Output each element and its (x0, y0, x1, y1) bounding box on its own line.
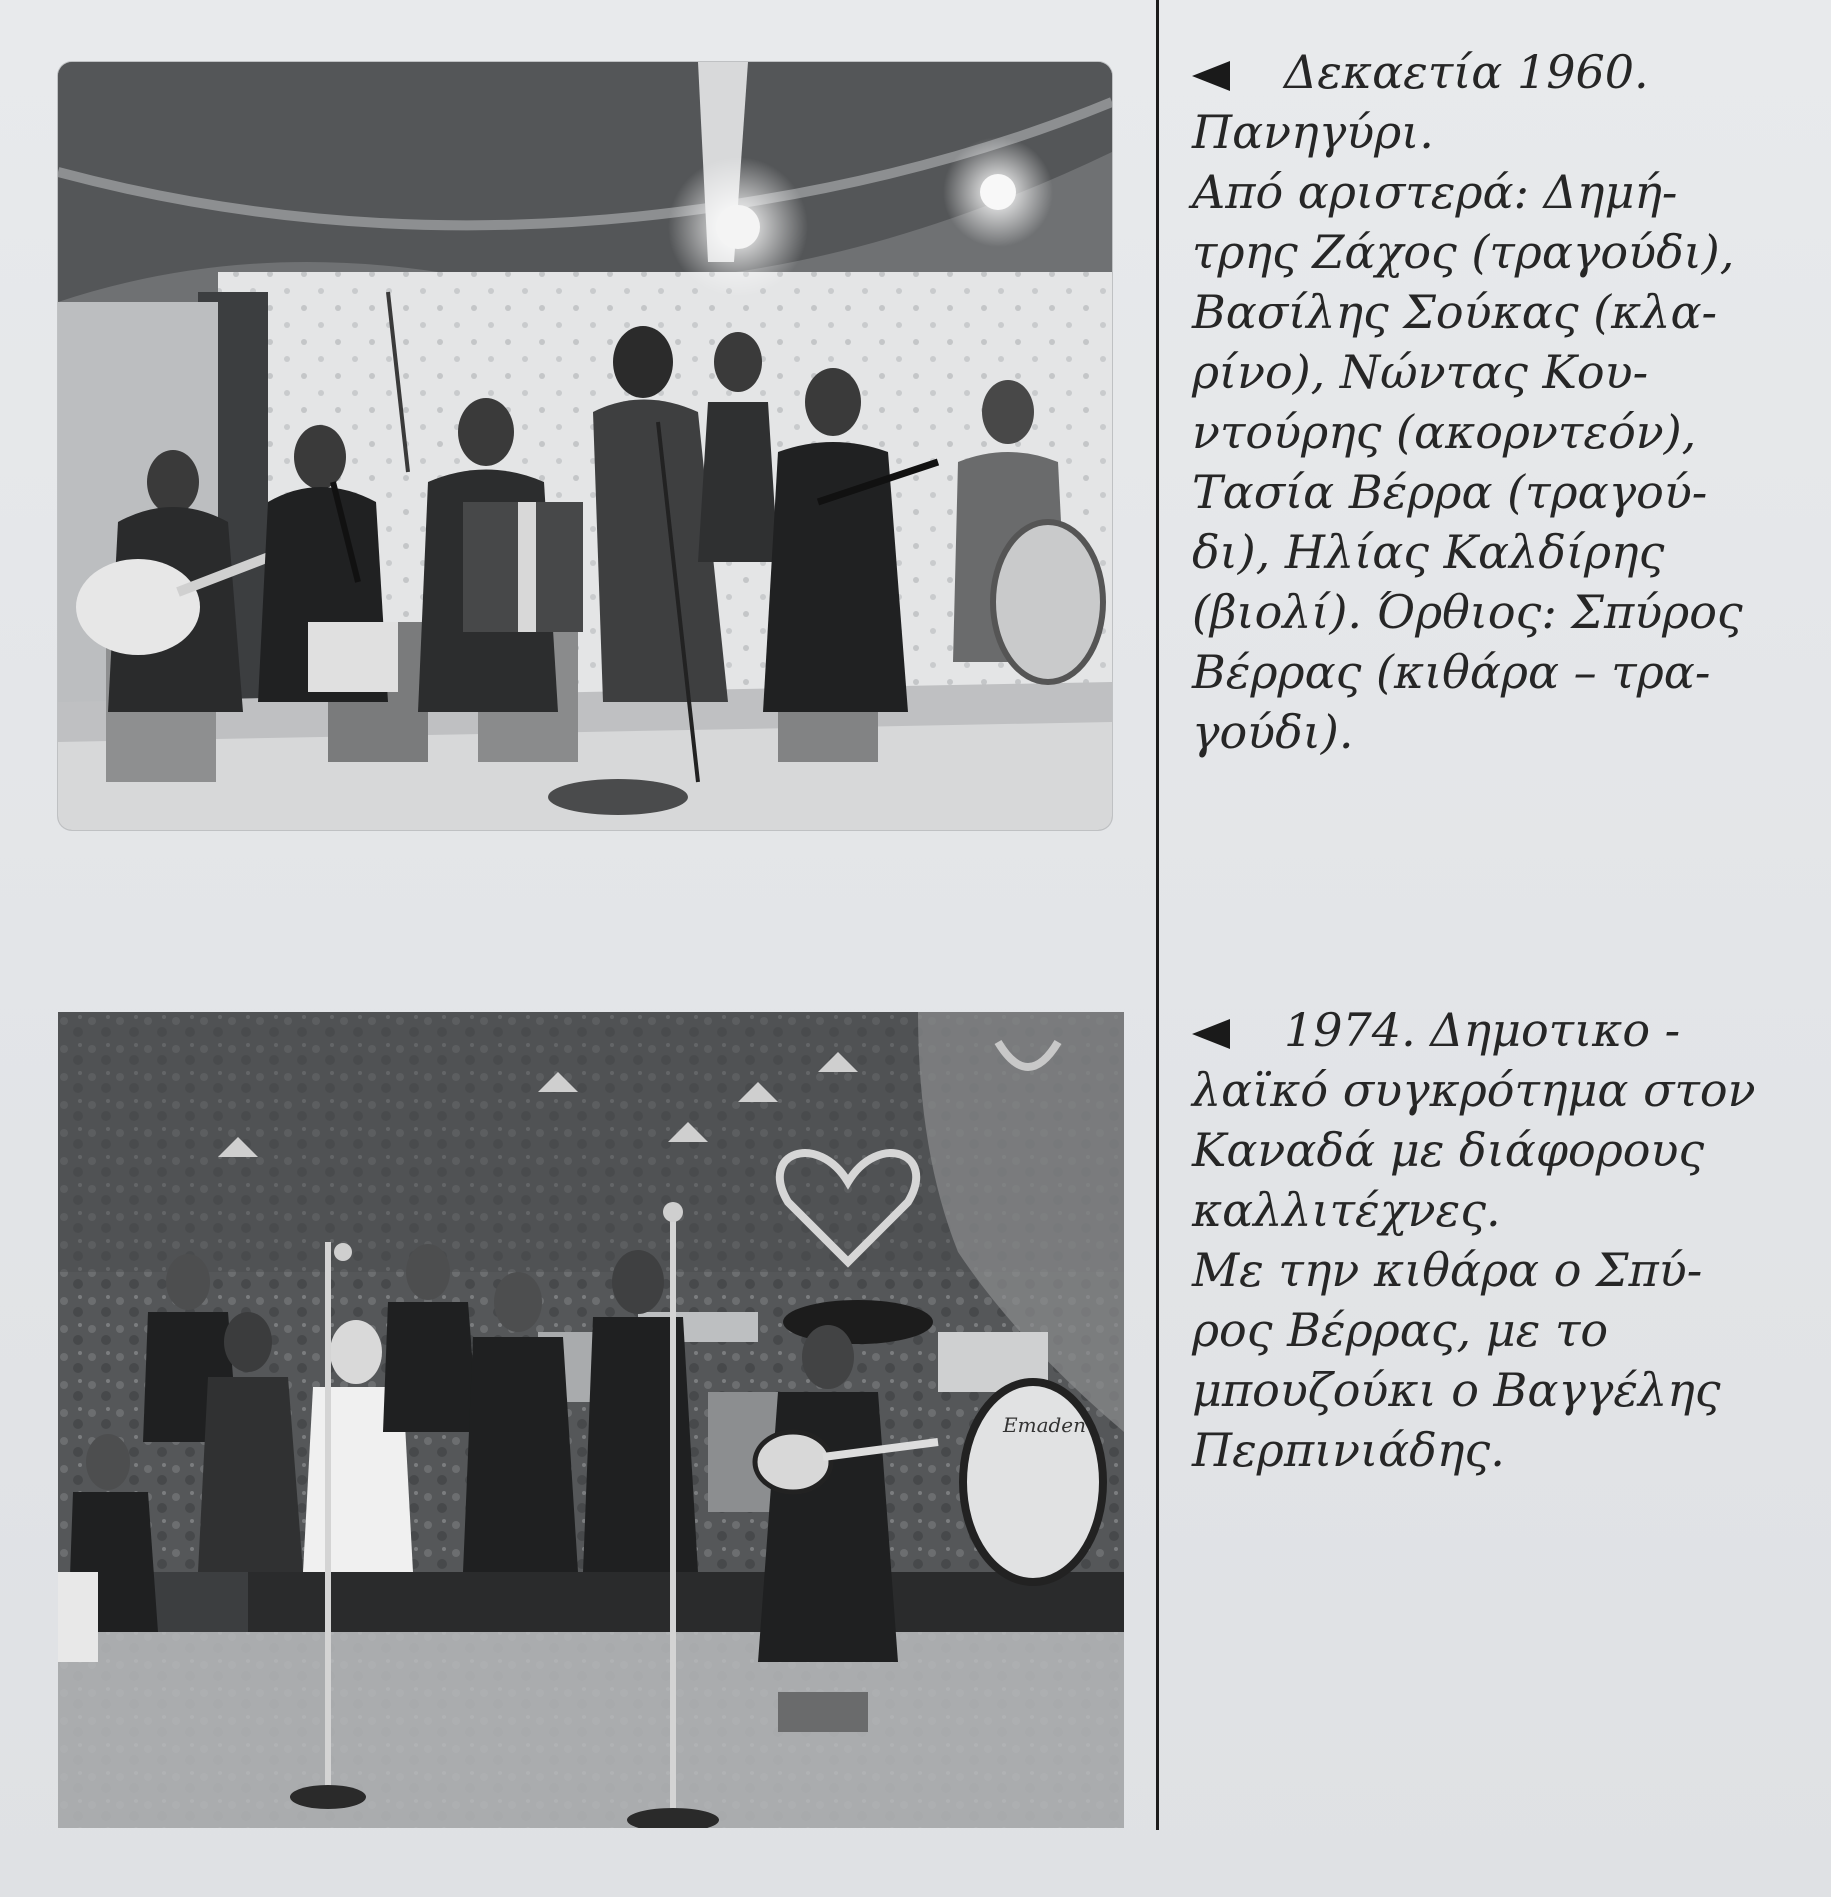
caption-line: (βιολί). Όρθιος: Σπύρος (1192, 585, 1743, 639)
caption-line: Περπινιάδης. (1192, 1423, 1505, 1477)
caption-line: Καναδά με διάφορους (1192, 1123, 1705, 1177)
photo-1960s-festival-band (58, 62, 1112, 830)
drum-brand-lettering: Emaden (1003, 1413, 1087, 1437)
caption-line (1192, 1000, 1756, 1060)
caption-line: Με την κιθάρα ο Σπύ- (1192, 1243, 1703, 1297)
caption-line: γούδι). (1192, 705, 1354, 759)
caption-date: 1974. Δημοτικο - (1284, 1003, 1681, 1057)
caption-1974 (1192, 1000, 1756, 1480)
caption-line: Από αριστερά: Δημή- (1192, 165, 1678, 219)
caption-line (1192, 42, 1743, 102)
caption-line: Βέρρας (κιθάρα – τρα- (1192, 645, 1711, 699)
caption-line: δι), Ηλίας Καλδίρης (1192, 525, 1665, 579)
caption-line: Τασία Βέρρα (τραγού- (1192, 465, 1708, 519)
caption-line: τρης Ζάχος (τραγούδι), (1192, 225, 1735, 279)
left-pointer-icon (1192, 61, 1230, 91)
caption-line: ρίνο), Νώντας Κου- (1192, 345, 1649, 399)
caption-line: Βασίλης Σούκας (κλα- (1192, 285, 1718, 339)
caption-date: Δεκαετία 1960. (1284, 45, 1649, 99)
caption-line: λαϊκό συγκρότημα στον (1192, 1063, 1756, 1117)
left-pointer-icon (1192, 1019, 1230, 1049)
caption-line: ρος Βέρρας, με το (1192, 1303, 1609, 1357)
column-divider (1156, 0, 1159, 1830)
photograph-1974-canada-band-icon (58, 1012, 1124, 1828)
caption-1960s (1192, 42, 1743, 762)
caption-line: ντούρης (ακορντεόν), (1192, 405, 1697, 459)
photo-1974-canada-band (58, 1012, 1124, 1828)
caption-line: Πανηγύρι. (1192, 105, 1434, 159)
photograph-1960s-festival-band-icon (58, 62, 1112, 830)
caption-line: καλλιτέχνες. (1192, 1183, 1501, 1237)
caption-line: μπουζούκι ο Βαγγέλης (1192, 1363, 1721, 1417)
